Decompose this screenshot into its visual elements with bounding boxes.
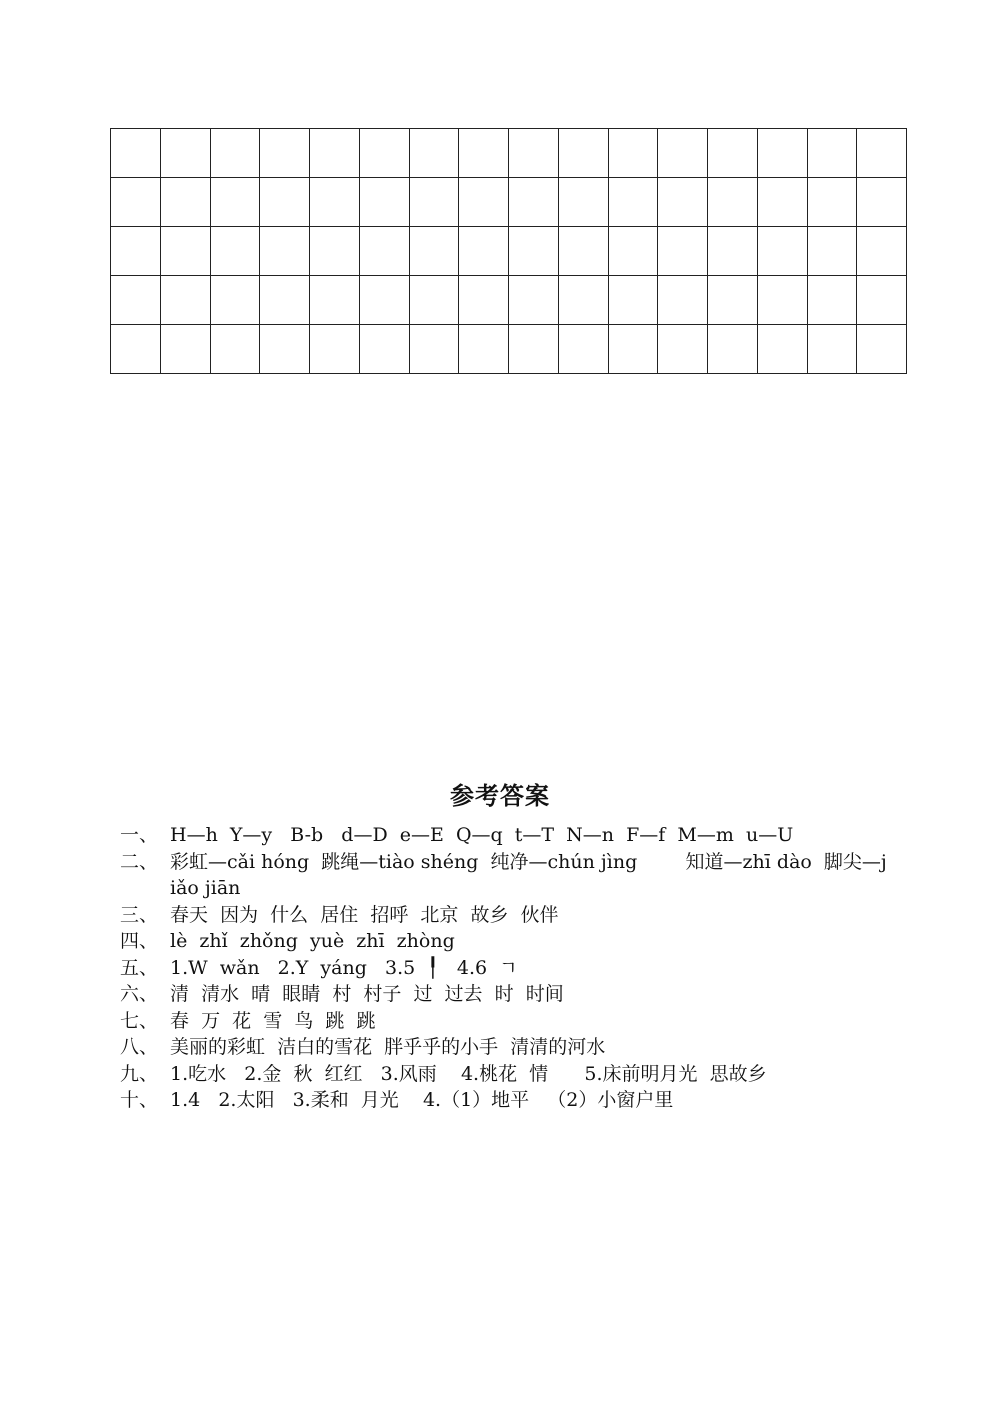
answer-item xyxy=(120,981,890,1008)
answer-item xyxy=(120,1061,890,1088)
grid-cell xyxy=(111,178,161,227)
grid-cell xyxy=(359,178,409,227)
grid-cell xyxy=(708,178,758,227)
answer-item xyxy=(120,822,890,849)
grid-cell xyxy=(409,276,459,325)
grid-cell xyxy=(310,129,360,178)
grid-cell xyxy=(608,178,658,227)
grid-cell xyxy=(359,325,409,374)
grid-cell xyxy=(558,129,608,178)
grid-cell xyxy=(708,325,758,374)
grid-cell xyxy=(210,129,260,178)
grid-row xyxy=(111,178,907,227)
answer-text: 1.吃水 2.金 秋 红红 3.风雨 4.桃花 情 5.床前明月光 思故乡 xyxy=(170,1062,767,1085)
grid-cell xyxy=(857,129,907,178)
grid-cell xyxy=(160,227,210,276)
answer-number: 二、 xyxy=(120,850,159,873)
grid-cell xyxy=(757,227,807,276)
grid-cell xyxy=(509,129,559,178)
grid-cell xyxy=(509,178,559,227)
grid-cell xyxy=(111,227,161,276)
grid-cell xyxy=(459,276,509,325)
answer-text: 彩虹—cǎi hóng 跳绳—tiào shéng 纯净—chún jìng 知道—zhī dào 脚尖—jiǎo jiān xyxy=(170,850,887,899)
grid-cell xyxy=(857,325,907,374)
grid-cell xyxy=(359,276,409,325)
answer-text: lè zhǐ zhǒng yuè zhī zhòng xyxy=(170,930,455,952)
grid-cell xyxy=(658,227,708,276)
answer-list xyxy=(120,822,890,1114)
grid-cell xyxy=(459,325,509,374)
grid-cell xyxy=(111,129,161,178)
grid-cell xyxy=(658,276,708,325)
grid-cell xyxy=(807,129,857,178)
grid-cell xyxy=(558,276,608,325)
answer-text: 1.W wǎn 2.Y yáng 3.5 ╿ 4.6 ㄱ xyxy=(170,956,518,979)
grid-cell xyxy=(509,325,559,374)
grid-row xyxy=(111,227,907,276)
grid-cell xyxy=(658,129,708,178)
grid-cell xyxy=(260,227,310,276)
grid-cell xyxy=(807,227,857,276)
grid-cell xyxy=(359,227,409,276)
answer-text: 1.4 2.太阳 3.柔和 月光 4.（1）地平 （2）小窗户里 xyxy=(170,1089,674,1111)
answer-text: 春天 因为 什么 居住 招呼 北京 故乡 伙伴 xyxy=(170,903,559,926)
grid-cell xyxy=(757,325,807,374)
grid-cell xyxy=(310,227,360,276)
grid-cell xyxy=(359,129,409,178)
grid-cell xyxy=(857,178,907,227)
grid-cell xyxy=(409,129,459,178)
grid-cell xyxy=(310,178,360,227)
answer-item xyxy=(120,902,890,929)
grid-cell xyxy=(160,276,210,325)
grid-cell xyxy=(608,276,658,325)
answer-text: 春 万 花 雪 鸟 跳 跳 xyxy=(170,1009,376,1032)
answer-number: 十、 xyxy=(120,1089,159,1111)
answer-item xyxy=(120,1008,890,1035)
grid-cell xyxy=(160,129,210,178)
answer-number: 三、 xyxy=(120,903,159,926)
grid-cell xyxy=(509,276,559,325)
grid-cell xyxy=(708,276,758,325)
grid-cell xyxy=(459,227,509,276)
grid-cell xyxy=(509,227,559,276)
grid-cell xyxy=(111,325,161,374)
grid-cell xyxy=(708,227,758,276)
answer-number: 七、 xyxy=(120,1009,159,1032)
grid-cell xyxy=(210,325,260,374)
grid-cell xyxy=(210,276,260,325)
grid-cell xyxy=(757,276,807,325)
grid-cell xyxy=(459,129,509,178)
grid-cell xyxy=(608,129,658,178)
answer-key-title: 参考答案 xyxy=(450,782,550,810)
answer-number: 九、 xyxy=(120,1062,159,1085)
answer-number: 五、 xyxy=(120,956,159,979)
grid-cell xyxy=(708,129,758,178)
answer-item xyxy=(120,928,890,955)
grid-cell xyxy=(857,276,907,325)
grid-cell xyxy=(558,178,608,227)
answer-number: 八、 xyxy=(120,1036,159,1058)
grid-cell xyxy=(260,276,310,325)
answer-text: 美丽的彩虹 洁白的雪花 胖乎乎的小手 清清的河水 xyxy=(170,1036,606,1058)
grid-cell xyxy=(807,325,857,374)
grid-cell xyxy=(310,325,360,374)
grid-cell xyxy=(757,129,807,178)
grid-cell xyxy=(857,227,907,276)
answer-number: 一、 xyxy=(120,824,159,846)
grid-cell xyxy=(409,178,459,227)
grid-cell xyxy=(160,178,210,227)
grid-cell xyxy=(260,129,310,178)
grid-cell xyxy=(111,276,161,325)
grid-cell xyxy=(210,178,260,227)
grid-cell xyxy=(658,325,708,374)
answer-text: 清 清水 晴 眼睛 村 村子 过 过去 时 时间 xyxy=(170,983,564,1005)
grid-cell xyxy=(807,276,857,325)
grid-row xyxy=(111,325,907,374)
grid-cell xyxy=(658,178,708,227)
grid-cell xyxy=(459,178,509,227)
grid-cell xyxy=(409,227,459,276)
answer-item xyxy=(120,955,890,982)
grid-cell xyxy=(608,227,658,276)
answer-item xyxy=(120,849,890,902)
grid-row xyxy=(111,276,907,325)
grid-cell xyxy=(807,178,857,227)
writing-grid xyxy=(110,128,907,374)
grid-cell xyxy=(260,325,310,374)
grid-cell xyxy=(558,227,608,276)
grid-cell xyxy=(210,227,260,276)
answer-number: 六、 xyxy=(120,983,159,1005)
grid-cell xyxy=(608,325,658,374)
grid-cell xyxy=(160,325,210,374)
grid-cell xyxy=(310,276,360,325)
answer-text: H—h Y—y B-b d—D e—E Q—q t—T N—n F—f M—m u—U xyxy=(170,824,794,846)
grid-cell xyxy=(260,178,310,227)
answer-number: 四、 xyxy=(120,930,159,952)
grid-cell xyxy=(409,325,459,374)
answer-item xyxy=(120,1034,890,1061)
grid-cell xyxy=(558,325,608,374)
answer-item xyxy=(120,1087,890,1114)
grid-row xyxy=(111,129,907,178)
grid-cell xyxy=(757,178,807,227)
